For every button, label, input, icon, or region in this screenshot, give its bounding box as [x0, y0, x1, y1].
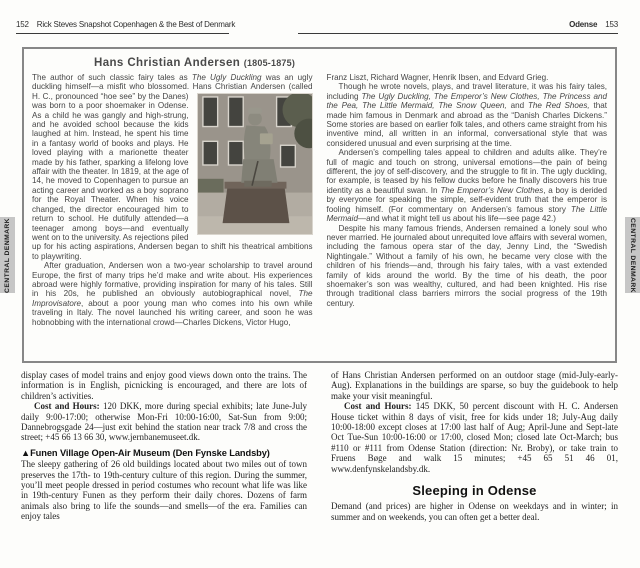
running-head-right	[298, 20, 618, 34]
box-paragraph-6: Despite his many famous friends, Andersen remained a lonely soul who never married. He journaled about unrequited love affairs with several women, including the famous opera star of the day, Jenny Lind, the “Swedish Nightingale.” Without a family of his own, he became very close with the children of his friends—and, through his fairy tales, with a vast extended family of kids around the world. By the time of his death, the poor shoemaker’s son was wealthy, cultured, and had been knighted. His rise through traditional class barriers mirrors the social progress of the 19th century.	[326, 223, 607, 308]
sidebar-box-right-column	[327, 73, 608, 327]
sidebar-box-title-years: (1805-1875)	[243, 58, 296, 68]
cost-and-hours-paragraph: Cost and Hours: 145 DKK, 50 percent discount with H. C. Andersen House ticket within 8 days of visit, free for kids under 18; July-Aug daily 10:00-18:00 except closes at 17:00 last half of Aug; April-June and Sept-late Oct Tue-Sun 10:00-16:00 or 17:00, closed Mon; closed late Oct-March; bus #110 or #111 from Odense Station (direction: Nr. Broby), or take train to Fruens Bøge and walk 15 minutes; +45 65 51 46 01, www.denfynskelandsby.dk.	[331, 401, 618, 474]
cost-and-hours-paragraph: Cost and Hours: 120 DKK, more during special exhibits; late June-July daily 9:00-17:00; otherwise Mon-Fri 10:00-16:00, Sat-Sun from 9:00; Dannebrogsgade 24—just exit behind the station near track 7/8 and cross the street; +45 66 13 66 30, www.jernbanemuseet.dk.	[21, 401, 307, 443]
sidebar-box-left-column	[32, 73, 313, 327]
section-heading-sleeping: Sleeping in Odense	[412, 483, 537, 499]
section-tab-label: CENTRAL DENMARK	[629, 217, 636, 293]
book-title: Rick Steves Snapshot Copenhagen & the Best of Denmark	[36, 20, 236, 29]
body-paragraph: display cases of model trains and enjoy good views down onto the trains. The information is in English, picnicking is encouraged, and there are lots of children’s activities.	[21, 370, 307, 401]
section-tab-left	[0, 217, 15, 293]
page-number-left: 152	[16, 20, 29, 29]
listing-heading-funen-village: ▲Funen Village Open-Air Museum (Den Fynske Landsby)	[21, 447, 270, 458]
andersen-statue-illustration	[198, 94, 312, 234]
running-head-left	[16, 20, 236, 34]
box-paragraph-4: Though he wrote novels, plays, and travel literature, it was his fairy tales, including The Ugly Duckling, The Emperor’s New Clothes, The Princess and the Pea, The Little Mermaid, The Snow Queen, and The Red Shoes, that made him famous in Denmark and abroad as the “Danish Charles Dickens.” Some stories are based on earlier folk tales, and others came straight from his inventive mind, all written in an informal, conversational style that was considered unusual and even surprising at the time.	[326, 82, 608, 148]
chapter-title: Odense	[569, 20, 598, 29]
andersen-sidebar-box	[22, 47, 617, 363]
sidebar-box-title: Hans Christian Andersen (1805-1875)	[94, 57, 296, 69]
section-tab-label: CENTRAL DENMARK	[4, 217, 11, 293]
box-paragraph-3: Franz Liszt, Richard Wagner, Henrik Ibsen, and Edvard Grieg.	[326, 73, 549, 82]
section-tab-right	[625, 217, 640, 293]
left-page-body	[21, 370, 307, 522]
box-paragraph-2: After graduation, Andersen won a two-year scholarship to travel around Europe, the first of many trips he’d make and write about. His experiences abroad were highly formative, providing inspiration for many of his tales. Still in his 20s, he published an obviously autobiographical novel, The Improvisatore, about a poor young man who comes into his own while traveling in Italy. The novel launched his writing career, and soon he was hobnobbing with the international crowd—Charles Dickens, Victor Hugo,	[32, 261, 313, 327]
sidebar-box-columns	[32, 73, 607, 327]
andersen-statue-photo	[197, 93, 313, 235]
body-paragraph: of Hans Christian Andersen performed on an outdoor stage (mid-July-early-Aug). Explanations in the buildings are sparse, so buy the guidebook to help make your visit meaningful.	[331, 370, 618, 401]
page-number-right: 153	[605, 20, 618, 29]
box-paragraph-5: Andersen’s compelling tales appeal to children and adults alike. They’re full of magic and touch on strong, universal emotions—the pain of being different, the joy of self-discovery, and the struggle to fit in. The ugly duckling, for example, is teased by his fellow ducks before he finally discovers his true identity as a beautiful swan. In The Emperor’s New Clothes, a boy is derided by everyone for speaking the simple, self-evident truth that the emperor is fooling himself. (For commentary on Andersen’s famous story The Little Mermaid—and what it might tell us about his life—see page 42.)	[326, 148, 607, 224]
right-page-body	[331, 370, 618, 522]
box-paragraph-1: The author of such classic fairy tales as The Ugly Duckling was an ugly duckling himself—a misfit who blossomed. Hans Christian Andersen (called H. C., pronounced “hoe see” by the Danes) was born to a poor shoemaker in Odense. As a child he was gangly and high-strung, and he avoided school because the kids laughed at him. Instead, he spent his time in a fantasy world of books and plays. He loved playing with a marionette theater made by his father, sparking a lifelong love affair with the theater. In 1819, at the age of 14, he moved to Copenhagen to pursue an acting career and worked as a boy soprano for the Royal Theater. When his voice changed, the director encouraged him to return to school. He dutifully attended—a teenager among boys—and eventually went on to the university. As rejections piled up for his acting aspirations, Andersen began to shift his theatrical ambitions to playwriting.	[32, 73, 313, 261]
body-paragraph: Demand (and prices) are higher in Odense on weekdays and in winter; in summer and on weekends, you can often get a better deal.	[331, 501, 618, 522]
body-paragraph: The sleepy gathering of 26 old buildings located about two miles out of town preserves the 17th- to 19th-century culture of this region. During the summer, you’ll meet people dressed in period costumes who recount what life was like in 19th-century Funen as they perform their daily chores. Dozens of farm animals also bring to life the sounds—and smells—of the era. Families can enjoy tales	[21, 459, 307, 522]
